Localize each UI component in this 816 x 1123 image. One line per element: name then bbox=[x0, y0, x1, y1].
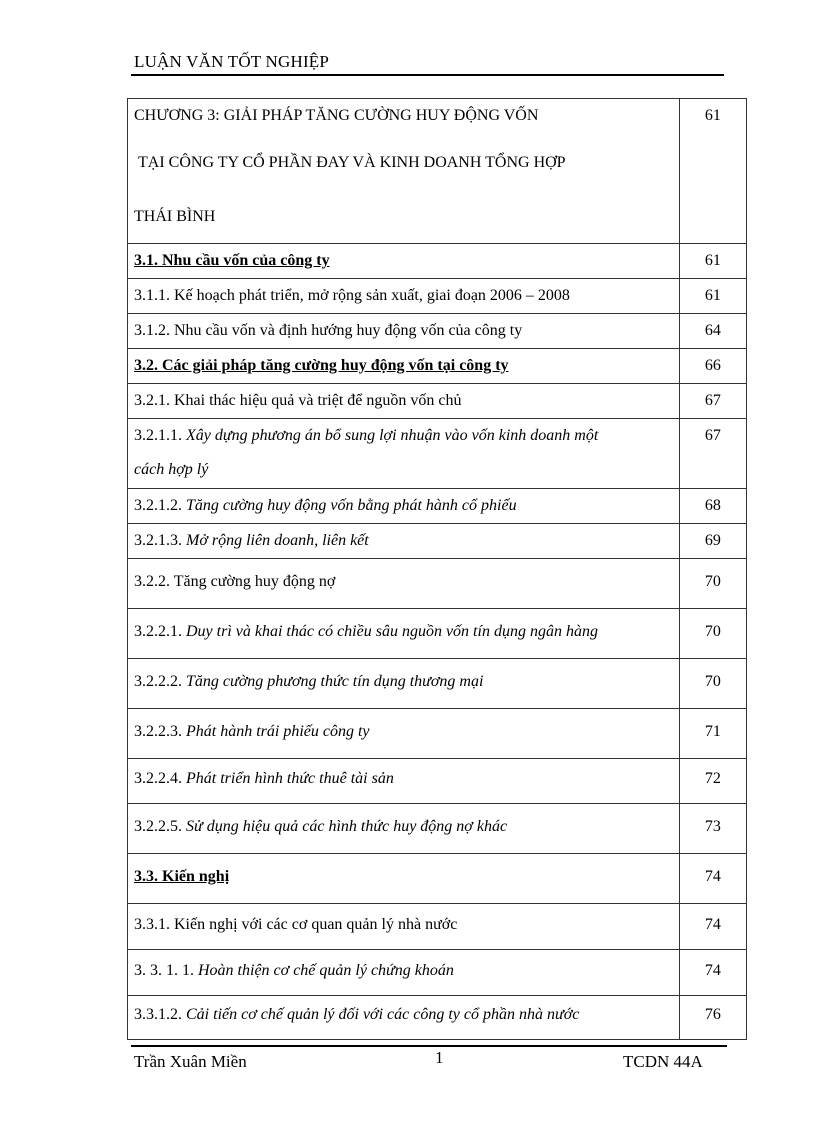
toc-page-number: 67 bbox=[679, 419, 746, 489]
toc-page-number: 72 bbox=[679, 759, 746, 804]
toc-entry bbox=[128, 950, 680, 996]
entry-number: 3.2.1.2. bbox=[134, 497, 182, 514]
table-of-contents bbox=[127, 98, 747, 1040]
toc-row bbox=[128, 996, 747, 1040]
toc-row bbox=[128, 904, 747, 950]
entry-text: Sử dụng hiệu quả các hình thức huy động nợ khác bbox=[186, 818, 508, 835]
toc-page-number: 71 bbox=[679, 709, 746, 759]
toc-page-number: 70 bbox=[679, 609, 746, 659]
entry-text: Phát triển hình thức thuê tài sản bbox=[186, 770, 394, 787]
toc-row bbox=[128, 659, 747, 709]
toc-entry bbox=[128, 489, 680, 524]
toc-page-number: 70 bbox=[679, 659, 746, 709]
entry-text: Xây dựng phương án bổ sung lợi nhuận vào vốn kinh doanh một bbox=[186, 427, 599, 444]
entry-text: Kế hoạch phát triển, mở rộng sản xuất, giai đoạn 2006 – 2008 bbox=[174, 287, 570, 304]
toc-entry bbox=[128, 904, 680, 950]
toc-page-number: 70 bbox=[679, 559, 746, 609]
toc-page-number: 74 bbox=[679, 854, 746, 904]
toc-row bbox=[128, 279, 747, 314]
entry-text: Nhu cầu vốn và định hướng huy động vốn của công ty bbox=[174, 322, 523, 339]
toc-entry bbox=[128, 559, 680, 609]
toc-row bbox=[128, 950, 747, 996]
chapter-title-line-3: THÁI BÌNH bbox=[134, 208, 216, 225]
toc-entry bbox=[128, 759, 680, 804]
toc-entry bbox=[128, 709, 680, 759]
entry-number: 3.3.1.2. bbox=[134, 1006, 182, 1023]
entry-text: Cải tiến cơ chế quản lý đối với các công ty cổ phần nhà nước bbox=[186, 1006, 580, 1023]
toc-row bbox=[128, 559, 747, 609]
toc-row bbox=[128, 489, 747, 524]
footer-author: Trần Xuân Miền bbox=[134, 1052, 247, 1071]
toc-entry bbox=[128, 314, 680, 349]
chapter-title-line-2: TẠI CÔNG TY CỔ PHẦN ĐAY VÀ KINH DOANH TỔNG HỢP bbox=[138, 154, 566, 171]
entry-number: 3.2.2.3. bbox=[134, 723, 182, 740]
toc-row bbox=[128, 244, 747, 279]
toc-page-number: 74 bbox=[679, 950, 746, 996]
header-rule bbox=[131, 74, 724, 76]
entry-number: 3.2.1.1. bbox=[134, 427, 182, 444]
toc-entry bbox=[128, 244, 680, 279]
toc-page-number: 69 bbox=[679, 524, 746, 559]
toc-page-number: 73 bbox=[679, 804, 746, 854]
entry-number: 3.1.1. bbox=[134, 287, 170, 304]
entry-text: Mở rộng liên doanh, liên kết bbox=[186, 532, 369, 549]
entry-text: Tăng cường huy động vốn bằng phát hành cổ phiếu bbox=[186, 497, 517, 514]
toc-row bbox=[128, 609, 747, 659]
entry-number: 3.2.2.1. bbox=[134, 623, 182, 640]
entry-number: 3. 3. 1. 1. bbox=[134, 962, 194, 979]
toc-chapter-row bbox=[128, 99, 747, 244]
footer-rule bbox=[131, 1045, 727, 1047]
toc-row bbox=[128, 349, 747, 384]
toc-entry bbox=[128, 384, 680, 419]
entry-number: 3.2.2.2. bbox=[134, 673, 182, 690]
toc-row bbox=[128, 524, 747, 559]
entry-number: 3.2.2.4. bbox=[134, 770, 182, 787]
entry-text-continued: cách hợp lý bbox=[134, 461, 209, 478]
toc-entry bbox=[128, 524, 680, 559]
section-heading: 3.1. Nhu cầu vốn của công ty bbox=[134, 252, 330, 269]
toc-entry bbox=[128, 659, 680, 709]
section-heading: 3.3. Kiến nghị bbox=[134, 868, 230, 885]
toc-page-number: 61 bbox=[679, 99, 746, 244]
entry-number: 3.3.1. bbox=[134, 916, 170, 933]
entry-text: Hoàn thiện cơ chế quản lý chứng khoán bbox=[198, 962, 454, 979]
toc-row bbox=[128, 854, 747, 904]
entry-number: 3.2.2. bbox=[134, 573, 170, 590]
toc-entry bbox=[128, 854, 680, 904]
toc-page-number: 67 bbox=[679, 384, 746, 419]
section-heading: 3.2. Các giải pháp tăng cường huy động vốn tại công ty bbox=[134, 357, 509, 374]
toc-row bbox=[128, 709, 747, 759]
entry-number: 3.1.2. bbox=[134, 322, 170, 339]
toc-row bbox=[128, 759, 747, 804]
toc-entry bbox=[128, 419, 680, 489]
toc-entry bbox=[128, 804, 680, 854]
toc-page-number: 61 bbox=[679, 244, 746, 279]
toc-page-number: 61 bbox=[679, 279, 746, 314]
entry-number: 3.2.2.5. bbox=[134, 818, 182, 835]
entry-text: Phát hành trái phiếu công ty bbox=[186, 723, 370, 740]
entry-text: Khai thác hiệu quả và triệt để nguồn vốn chủ bbox=[174, 392, 462, 409]
toc-entry bbox=[128, 609, 680, 659]
toc-row bbox=[128, 314, 747, 349]
footer-page-number: 1 bbox=[435, 1048, 444, 1067]
toc-row bbox=[128, 804, 747, 854]
toc-row bbox=[128, 384, 747, 419]
toc-page-number: 68 bbox=[679, 489, 746, 524]
entry-number: 3.2.1.3. bbox=[134, 532, 182, 549]
toc-chapter-entry bbox=[128, 99, 680, 244]
footer-class-code: TCDN 44A bbox=[623, 1052, 703, 1071]
entry-text: Kiến nghị với các cơ quan quản lý nhà nước bbox=[174, 916, 458, 933]
chapter-title-line-1: CHƯƠNG 3: GIẢI PHÁP TĂNG CƯỜNG HUY ĐỘNG VỐN bbox=[134, 107, 539, 124]
toc-page-number: 64 bbox=[679, 314, 746, 349]
entry-number: 3.2.1. bbox=[134, 392, 170, 409]
toc-page-number: 66 bbox=[679, 349, 746, 384]
entry-text: Tăng cường huy động nợ bbox=[173, 573, 336, 590]
toc-entry bbox=[128, 279, 680, 314]
entry-text: Duy trì và khai thác có chiều sâu nguồn vốn tín dụng ngân hàng bbox=[186, 623, 598, 640]
entry-text: Tăng cường phương thức tín dụng thương mại bbox=[186, 673, 484, 690]
toc-entry bbox=[128, 996, 680, 1040]
page-header-title: LUẬN VĂN TỐT NGHIỆP bbox=[134, 52, 330, 71]
toc-page-number: 74 bbox=[679, 904, 746, 950]
toc-row bbox=[128, 419, 747, 489]
toc-page-number: 76 bbox=[679, 996, 746, 1040]
toc-entry bbox=[128, 349, 680, 384]
